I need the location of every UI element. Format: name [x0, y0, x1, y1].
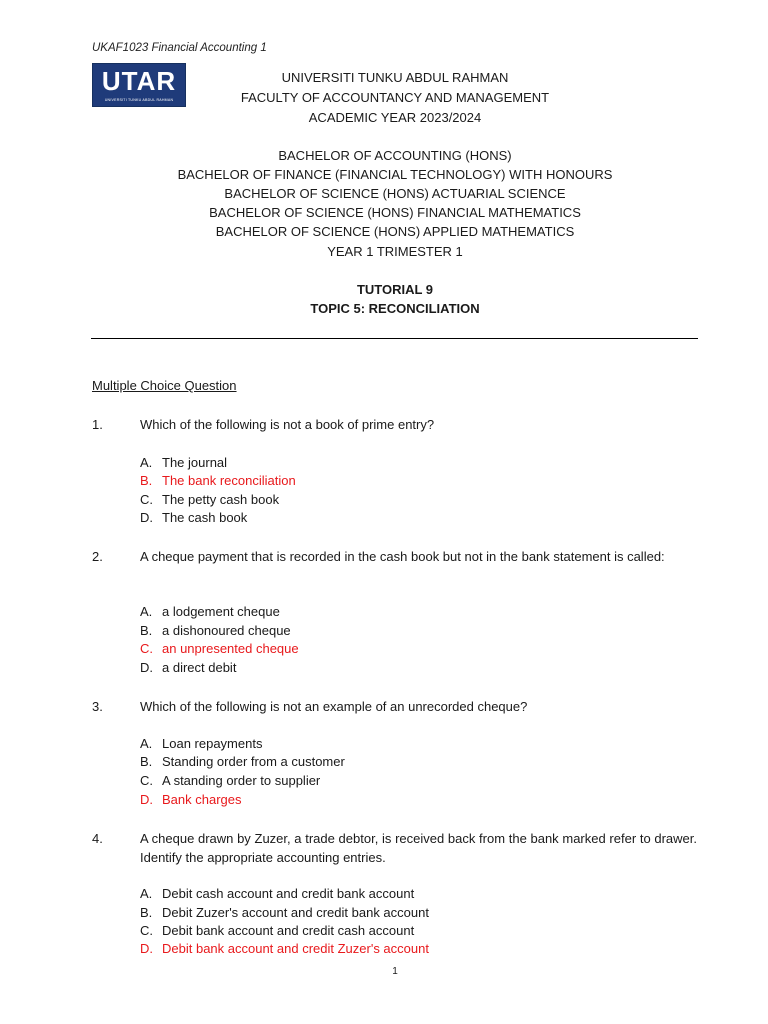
option: [140, 603, 280, 621]
academic-year: ACADEMIC YEAR 2023/2024: [308, 110, 482, 125]
option-text: Loan repayments: [162, 736, 263, 751]
option-text: Debit bank account and credit Zuzer's account: [162, 941, 429, 956]
university-name: UNIVERSITI TUNKU ABDUL RAHMAN: [281, 70, 509, 85]
option-text: Debit cash account and credit bank account: [162, 886, 415, 901]
option: [140, 904, 429, 922]
option: [140, 753, 345, 771]
question-text: A cheque drawn by Zuzer, a trade debtor, is received back from the bank marked refer to drawer. Identify the appropriate accounting entries.: [140, 831, 697, 865]
option-text: The journal: [162, 455, 228, 470]
programme-line: BACHELOR OF SCIENCE (HONS) FINANCIAL MATHEMATICS: [209, 205, 581, 220]
question-number: 1.: [92, 417, 103, 432]
option-text: The cash book: [162, 510, 248, 525]
correct-option: [140, 472, 296, 490]
correct-option: [140, 940, 429, 958]
option: [140, 922, 414, 940]
option-text: Standing order from a customer: [162, 754, 345, 769]
option: [140, 659, 236, 677]
programme-line: BACHELOR OF ACCOUNTING (HONS): [278, 148, 512, 163]
option-text: an unpresented cheque: [162, 641, 299, 656]
option-text: Debit Zuzer's account and credit bank account: [162, 905, 429, 920]
option-text: The petty cash book: [162, 492, 280, 507]
option-letter: A.: [140, 604, 153, 619]
option-letter: B.: [140, 473, 153, 488]
option: [140, 509, 247, 527]
question-number: 3.: [92, 699, 103, 714]
course-header: UKAF1023 Financial Accounting 1: [92, 42, 267, 54]
section-title: Multiple Choice Question: [92, 378, 237, 393]
divider: [91, 338, 698, 339]
programme-line: BACHELOR OF SCIENCE (HONS) ACTUARIAL SCIENCE: [224, 186, 566, 201]
option-text: a dishonoured cheque: [162, 623, 291, 638]
question-text: A cheque payment that is recorded in the cash book but not in the bank statement is called:: [140, 549, 665, 564]
option-letter: B.: [140, 623, 153, 638]
option-text: Debit bank account and credit cash account: [162, 923, 415, 938]
option-text: A standing order to supplier: [162, 773, 321, 788]
tutorial-title: TUTORIAL 9: [356, 282, 434, 297]
programme-line: BACHELOR OF FINANCE (FINANCIAL TECHNOLOGY) WITH HONOURS: [177, 167, 613, 182]
question-number: 2.: [92, 549, 103, 564]
option-letter: A.: [140, 455, 153, 470]
option-text: a direct debit: [162, 660, 237, 675]
option-text: The bank reconciliation: [162, 473, 296, 488]
option-letter: B.: [140, 754, 153, 769]
option-letter: C.: [140, 923, 153, 938]
option: [140, 491, 279, 509]
logo-text: UTAR: [101, 66, 177, 96]
option-letter: D.: [140, 792, 153, 807]
option-letter: C.: [140, 641, 153, 656]
option: [140, 772, 320, 790]
option-letter: C.: [140, 492, 153, 507]
programme-line: BACHELOR OF SCIENCE (HONS) APPLIED MATHEMATICS: [215, 224, 575, 239]
option-letter: B.: [140, 905, 153, 920]
year-trimester: YEAR 1 TRIMESTER 1: [327, 244, 463, 259]
option: [140, 622, 291, 640]
option-letter: A.: [140, 736, 153, 751]
option-letter: D.: [140, 941, 153, 956]
option-letter: A.: [140, 886, 153, 901]
question-text: Which of the following is not an example of an unrecorded cheque?: [140, 699, 528, 714]
option-text: Bank charges: [162, 792, 242, 807]
logo-subtext: UNIVERSITI TUNKU ABDUL RAHMAN: [104, 98, 174, 102]
option-letter: D.: [140, 510, 153, 525]
option: [140, 735, 262, 753]
page-number: 1: [392, 966, 398, 977]
correct-option: [140, 640, 299, 658]
question-text: Which of the following is not a book of prime entry?: [140, 417, 435, 432]
option-letter: C.: [140, 773, 153, 788]
question-number: 4.: [92, 831, 103, 846]
correct-option: [140, 791, 242, 809]
option-text: a lodgement cheque: [162, 604, 280, 619]
topic-title: TOPIC 5: RECONCILIATION: [310, 301, 480, 316]
option: [140, 885, 414, 903]
faculty-name: FACULTY OF ACCOUNTANCY AND MANAGEMENT: [240, 90, 550, 105]
option: [140, 454, 227, 472]
option-letter: D.: [140, 660, 153, 675]
